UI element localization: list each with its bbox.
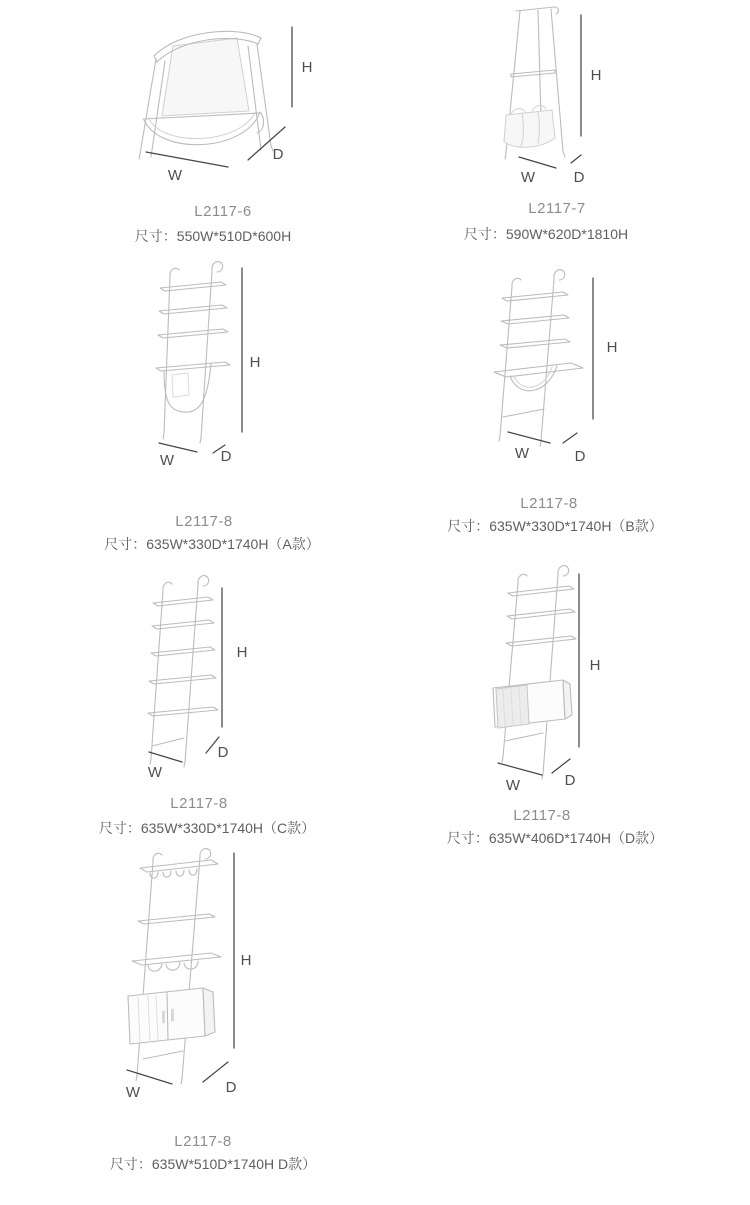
dim-label-h: H <box>240 952 252 969</box>
dim-label-d: D <box>564 772 576 789</box>
dim-label-d: D <box>217 744 229 761</box>
dim-label-h: H <box>589 657 601 674</box>
product-size: 尺寸：635W*330D*1740H（A款） <box>104 536 320 552</box>
dim-label-h: H <box>301 59 313 76</box>
product-unit-2 <box>450 0 670 250</box>
dim-label-h: H <box>606 339 618 356</box>
product-size: 尺寸：635W*406D*1740H（D款） <box>446 830 664 846</box>
dim-label-d: D <box>272 146 284 163</box>
product-unit-4 <box>447 255 680 545</box>
product-size: 尺寸：550W*510D*600H <box>134 228 292 244</box>
product-unit-7 <box>110 845 360 1175</box>
dim-label-w: W <box>125 1084 141 1101</box>
product-code: L2117-8 <box>175 513 233 530</box>
dim-label-w: W <box>147 764 163 781</box>
product-code: L2117-8 <box>170 795 228 812</box>
dim-label-w: W <box>159 452 175 469</box>
dim-label-h: H <box>236 644 248 661</box>
product-unit-6 <box>446 560 685 860</box>
dim-label-d: D <box>225 1079 237 1096</box>
dim-label-d: D <box>573 169 585 186</box>
product-code: L2117-8 <box>513 807 571 824</box>
dim-label-w: W <box>505 777 521 794</box>
dim-label-d: D <box>220 448 232 465</box>
product-code: L2117-8 <box>174 1133 232 1150</box>
dim-label-w: W <box>167 167 183 184</box>
product-size: 尺寸：635W*330D*1740H（B款） <box>447 518 663 534</box>
product-code: L2117-7 <box>528 200 586 217</box>
product-unit-5 <box>98 565 335 855</box>
product-size: 尺寸：590W*620D*1810H <box>463 226 629 242</box>
product-size: 尺寸：635W*510D*1740H D款） <box>109 1156 317 1172</box>
dim-label-d: D <box>574 448 586 465</box>
product-code: L2117-8 <box>520 495 578 512</box>
product-drawing-ladder-d-bar <box>110 845 360 1175</box>
product-size: 尺寸：635W*330D*1740H（C款） <box>98 820 316 836</box>
dim-label-h: H <box>590 67 602 84</box>
product-code: L2117-6 <box>194 203 252 220</box>
product-unit-3 <box>104 255 340 565</box>
product-unit-1 <box>110 15 340 255</box>
dim-label-w: W <box>514 445 530 462</box>
dim-label-h: H <box>249 354 261 371</box>
dim-label-w: W <box>520 169 536 186</box>
